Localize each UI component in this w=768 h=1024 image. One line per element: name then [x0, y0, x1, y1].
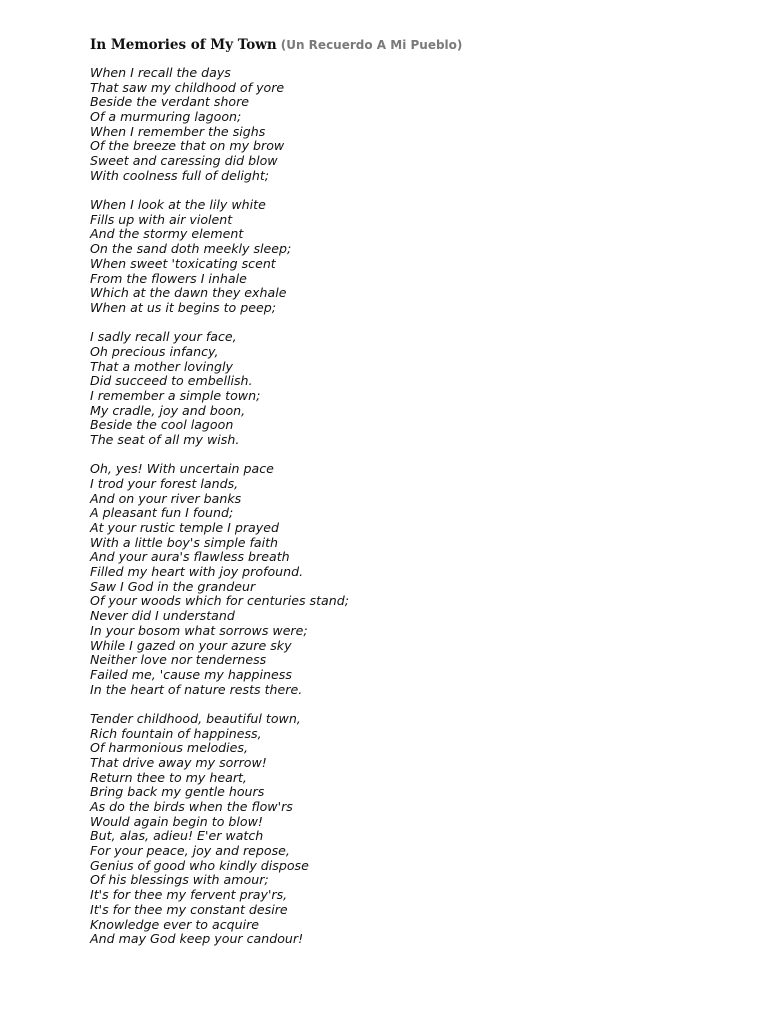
- poem-line: Saw I God in the grandeur: [90, 578, 256, 594]
- poem-line: Of harmonious melodies,: [90, 740, 248, 756]
- poem-line: Which at the dawn they exhale: [90, 285, 287, 301]
- poem-line: When sweet 'toxicating scent: [90, 255, 276, 271]
- poem-line: Tender childhood, beautiful town,: [90, 710, 301, 726]
- stanza: [90, 198, 730, 316]
- poem-line: On the sand doth meekly sleep;: [90, 241, 292, 257]
- document-page: [90, 34, 730, 961]
- poem-line: Did succeed to embellish.: [90, 373, 253, 389]
- title-line: [90, 34, 730, 56]
- poem-line: With coolness full of delight;: [90, 167, 270, 183]
- poem-line: At your rustic temple I prayed: [90, 520, 279, 536]
- poem-line: That drive away my sorrow!: [90, 754, 267, 770]
- poem-line: I sadly recall your face,: [90, 329, 237, 345]
- stanza: [90, 66, 730, 184]
- poem-body: [90, 66, 730, 947]
- poem-line: But, alas, adieu! E'er watch: [90, 828, 264, 844]
- poem-line: Neither love nor tenderness: [90, 652, 267, 668]
- poem-line: In your bosom what sorrows were;: [90, 622, 308, 638]
- poem-line: Filled my heart with joy profound.: [90, 564, 304, 580]
- poem-line: It's for thee my constant desire: [90, 901, 288, 917]
- poem-line: The seat of all my wish.: [90, 432, 240, 447]
- poem-line: Fills up with air violent: [90, 211, 233, 227]
- poem-line: And on your river banks: [90, 490, 242, 506]
- poem-line: Rich fountain of happiness,: [90, 725, 262, 741]
- poem-line: With a little boy's simple faith: [90, 534, 279, 550]
- poem-subtitle: (Un Recuerdo A Mi Pueblo): [280, 38, 463, 52]
- stanza: [90, 462, 730, 697]
- poem-line: It's for thee my fervent pray'rs,: [90, 887, 288, 903]
- poem-line: Of his blessings with amour;: [90, 872, 269, 888]
- poem-line: My cradle, joy and boon,: [90, 402, 246, 418]
- poem-line: While I gazed on your azure sky: [90, 637, 292, 653]
- poem-line: When at us it begins to peep;: [90, 299, 276, 315]
- poem-line: Knowledge ever to acquire: [90, 916, 260, 932]
- stanza: [90, 712, 730, 947]
- poem-line: Would again begin to blow!: [90, 813, 263, 829]
- poem-line: As do the birds when the flow'rs: [90, 799, 293, 814]
- poem-line: Genius of good who kindly dispose: [90, 857, 309, 873]
- poem-line: Oh precious infancy,: [90, 343, 219, 359]
- poem-line: Of a murmuring lagoon;: [90, 109, 242, 125]
- poem-line: A pleasant fun I found;: [90, 505, 234, 521]
- poem-line: That a mother lovingly: [90, 358, 233, 374]
- poem-line: Failed me, 'cause my happiness: [90, 666, 292, 682]
- poem-line: When I remember the sighs: [90, 123, 266, 139]
- poem-line: That saw my childhood of yore: [90, 79, 285, 95]
- poem-line: When I recall the days: [90, 65, 231, 80]
- poem-line: Beside the cool lagoon: [90, 417, 234, 433]
- poem-line: I trod your forest lands,: [90, 475, 239, 491]
- poem-line: Oh, yes! With uncertain pace: [90, 461, 274, 477]
- poem-line: From the flowers I inhale: [90, 270, 247, 286]
- poem-line: Of the breeze that on my brow: [90, 138, 285, 154]
- poem-line: And the stormy element: [90, 226, 244, 242]
- poem-line: In the heart of nature rests there.: [90, 681, 303, 697]
- poem-title: In Memories of My Town: [90, 37, 277, 53]
- poem-line: Sweet and caressing did blow: [90, 153, 278, 169]
- poem-line: Of your woods which for centuries stand;: [90, 593, 349, 609]
- poem-line: Beside the verdant shore: [90, 94, 250, 110]
- poem-line: Never did I understand: [90, 608, 235, 624]
- stanza: [90, 330, 730, 448]
- poem-line: I remember a simple town;: [90, 387, 261, 403]
- poem-line: And your aura's flawless breath: [90, 549, 290, 565]
- poem-line: When I look at the lily white: [90, 197, 266, 213]
- poem-line: Return thee to my heart,: [90, 769, 247, 785]
- poem-line: And may God keep your candour!: [90, 931, 304, 947]
- poem-line: Bring back my gentle hours: [90, 784, 265, 800]
- poem-line: For your peace, joy and repose,: [90, 843, 290, 859]
